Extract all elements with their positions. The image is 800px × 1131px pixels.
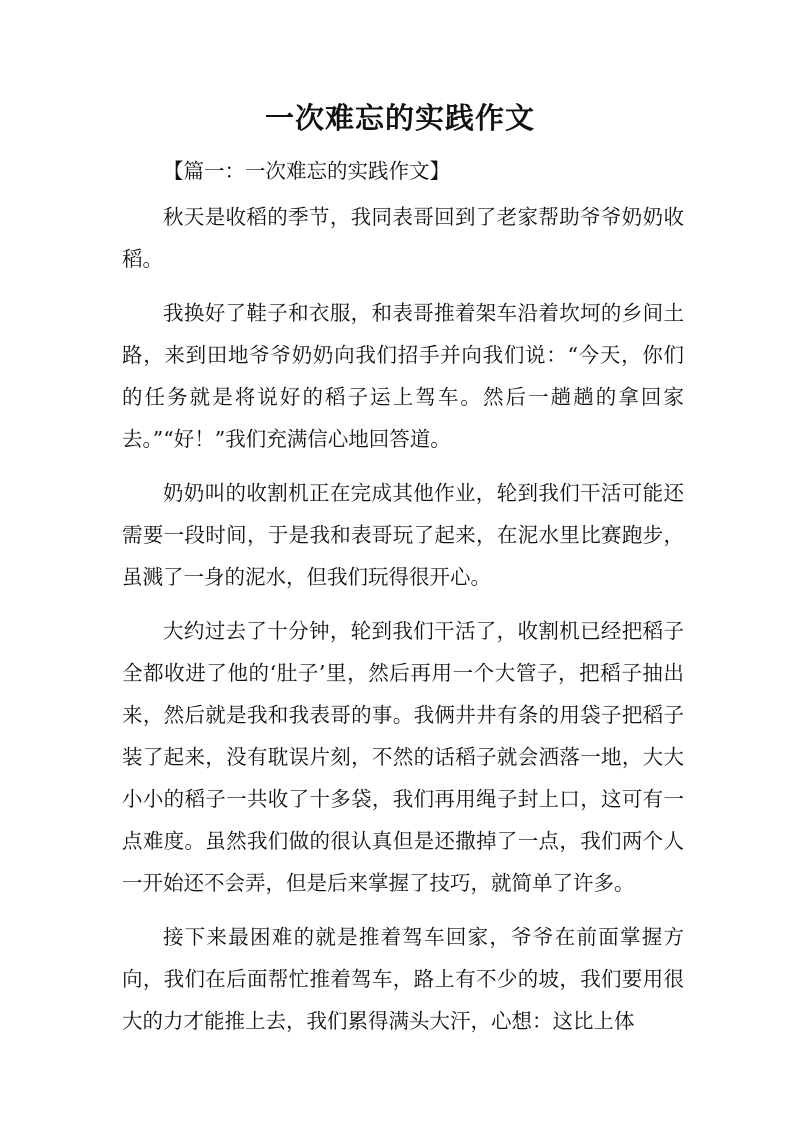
- section-heading: 【篇一：一次难忘的实践作文】: [163, 159, 450, 183]
- document-body: [122, 150, 684, 1054]
- paragraph-1: 秋天是收稻的季节，我同表哥回到了老家帮助爷爷奶奶收稻。: [122, 205, 684, 271]
- paragraph-4: 大约过去了十分钟，轮到我们干活了，收割机已经把稻子全都收进了他的‘肚子’里，然后再用一个大管子，把稻子抽出来，然后就是我和我表哥的事。我俩井井有条的用袋子把稻子装了起来，没有耽误片刻，不然的话稻子就会洒落一地，大大小小的稻子一共收了十多袋，我们再用绳子封上口，这可有一点难度。虽然我们做的很认真但是还撒掉了一点，我们两个人一开始还不会弄，但是后来掌握了技巧，就简单了许多。: [122, 619, 684, 895]
- document-title: 一次难忘的实践作文: [264, 101, 535, 135]
- paragraph-5: 接下来最困难的就是推着驾车回家，爷爷在前面掌握方向，我们在后面帮忙推着驾车，路上有不少的坡，我们要用很大的力才能推上去，我们累得满头大汗，心想：这比上体: [122, 925, 684, 1033]
- paragraph-2: 我换好了鞋子和衣服，和表哥推着架车沿着坎坷的乡间土路，来到田地爷爷奶奶向我们招手并向我们说：“今天，你们的任务就是将说好的稻子运上驾车。然后一趟趟的拿回家去。”“好！”我们充满信心地回答道。: [122, 301, 684, 451]
- paragraph-3: 奶奶叫的收割机正在完成其他作业，轮到我们干活可能还需要一段时间，于是我和表哥玩了起来，在泥水里比赛跑步，虽溅了一身的泥水，但我们玩得很开心。: [122, 481, 684, 589]
